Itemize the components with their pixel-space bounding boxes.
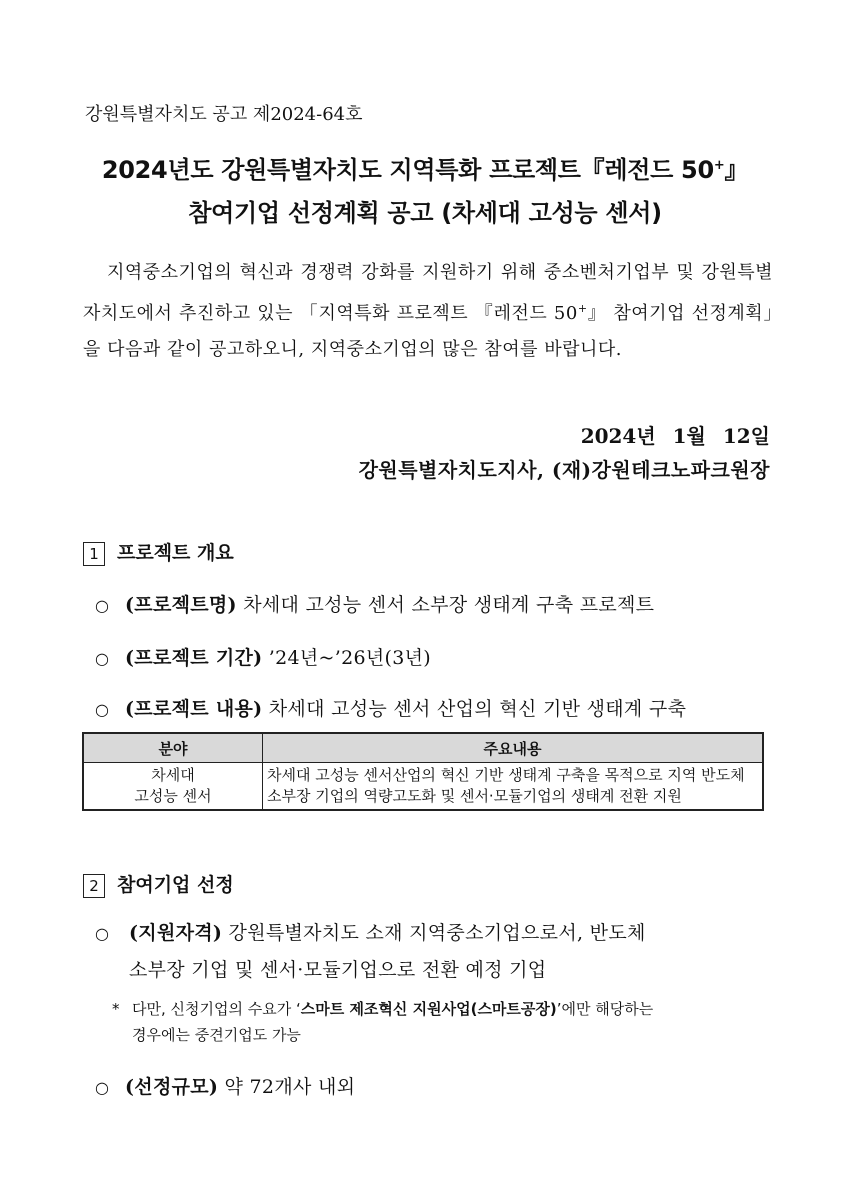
asterisk-icon: * <box>112 1000 120 1018</box>
section2-title: 참여기업 선정 <box>117 874 234 896</box>
item-text: 차세대 고성능 센서 소부장 생태계 구축 프로젝트 <box>236 594 655 616</box>
notice-date: 2024년 1월 12일 <box>580 424 770 448</box>
section2-number: 2 <box>83 874 105 898</box>
circle-bullet-icon: ○ <box>95 924 110 943</box>
item-label: (선정규모) <box>125 1076 219 1098</box>
item-text: 약 72개사 내외 <box>218 1076 356 1098</box>
item-label: (프로젝트 기간) <box>125 647 263 669</box>
intro-superscript: + <box>577 302 588 315</box>
field-line1: 차세대 <box>151 766 195 784</box>
selection-scale-item <box>95 1072 355 1099</box>
section1-title: 프로젝트 개요 <box>117 542 234 564</box>
item-label: (프로젝트명) <box>125 594 237 616</box>
circle-bullet-icon: ○ <box>95 596 110 615</box>
table-cell-field <box>83 763 263 811</box>
item-text: 강원특별자치도 소재 지역중소기업으로서, 반도체 <box>222 922 646 944</box>
table-header-content: 주요내용 <box>263 733 764 763</box>
eligibility-note <box>112 996 777 1048</box>
eligibility-item <box>95 915 775 988</box>
item-label: (프로젝트 내용) <box>125 698 263 720</box>
project-period-item <box>95 643 431 670</box>
section2-heading <box>83 870 234 898</box>
note-pre: 다만, 신청기업의 수요가 ‘ <box>132 1000 301 1018</box>
note-line1 <box>112 996 777 1022</box>
section1-heading <box>83 538 234 566</box>
document-title-line2: 참여기업 선정계획 공고 (차세대 고성능 센서) <box>188 199 662 227</box>
eligibility-line1 <box>95 915 775 952</box>
circle-bullet-icon: ○ <box>95 1078 110 1097</box>
intro-part2: 』 참여기업 선정계획」을 다음과 같이 공고하오니, 지역중소기업의 많은 참여를 바랍니다. <box>83 303 773 360</box>
item-label: (지원자격) <box>129 922 223 944</box>
notice-number: 강원특별자치도 공고 제2024-64호 <box>85 104 363 125</box>
note-line2: 경우에는 중견기업도 가능 <box>132 1026 301 1044</box>
title-bracket-close: 』 <box>724 156 749 184</box>
circle-bullet-icon: ○ <box>95 649 110 668</box>
field-line2: 고성능 센서 <box>134 787 212 805</box>
section1-number: 1 <box>83 542 105 566</box>
table-header-row <box>83 733 763 763</box>
project-content-item <box>95 694 686 721</box>
eligibility-line2: 소부장 기업 및 센서·모듈기업으로 전환 예정 기업 <box>129 959 547 981</box>
project-name-item <box>95 590 654 617</box>
intro-part1: 지역중소기업의 혁신과 경쟁력 강화를 지원하기 위해 중소벤처기업부 및 강원특별자치도에서 추진하고 있는 「지역특화 프로젝트 『레전드 50 <box>83 262 773 324</box>
table-cell-content: 차세대 고성능 센서산업의 혁신 기반 생태계 구축을 목적으로 지역 반도체 소부장 기업의 역량고도화 및 센서·모듈기업의 생태계 전환 지원 <box>263 763 764 811</box>
circle-bullet-icon: ○ <box>95 700 110 719</box>
table-header-field: 분야 <box>83 733 263 763</box>
item-text: ’24년~’26년(3년) <box>262 647 431 669</box>
note-post: ’에만 해당하는 <box>556 1000 654 1018</box>
document-title-line1 <box>60 150 790 185</box>
project-content-table <box>82 732 764 811</box>
note-bold: 스마트 제조혁신 지원사업(스마트공장) <box>300 1000 557 1018</box>
title-text: 2024년도 강원특별자치도 지역특화 프로젝트『레전드 50 <box>101 156 714 184</box>
intro-paragraph <box>83 255 773 368</box>
table-row <box>83 763 763 811</box>
title-superscript: + <box>713 158 725 173</box>
item-text: 차세대 고성능 센서 산업의 혁신 기반 생태계 구축 <box>262 698 687 720</box>
signatory: 강원특별자치도지사, (재)강원테크노파크원장 <box>358 458 770 482</box>
